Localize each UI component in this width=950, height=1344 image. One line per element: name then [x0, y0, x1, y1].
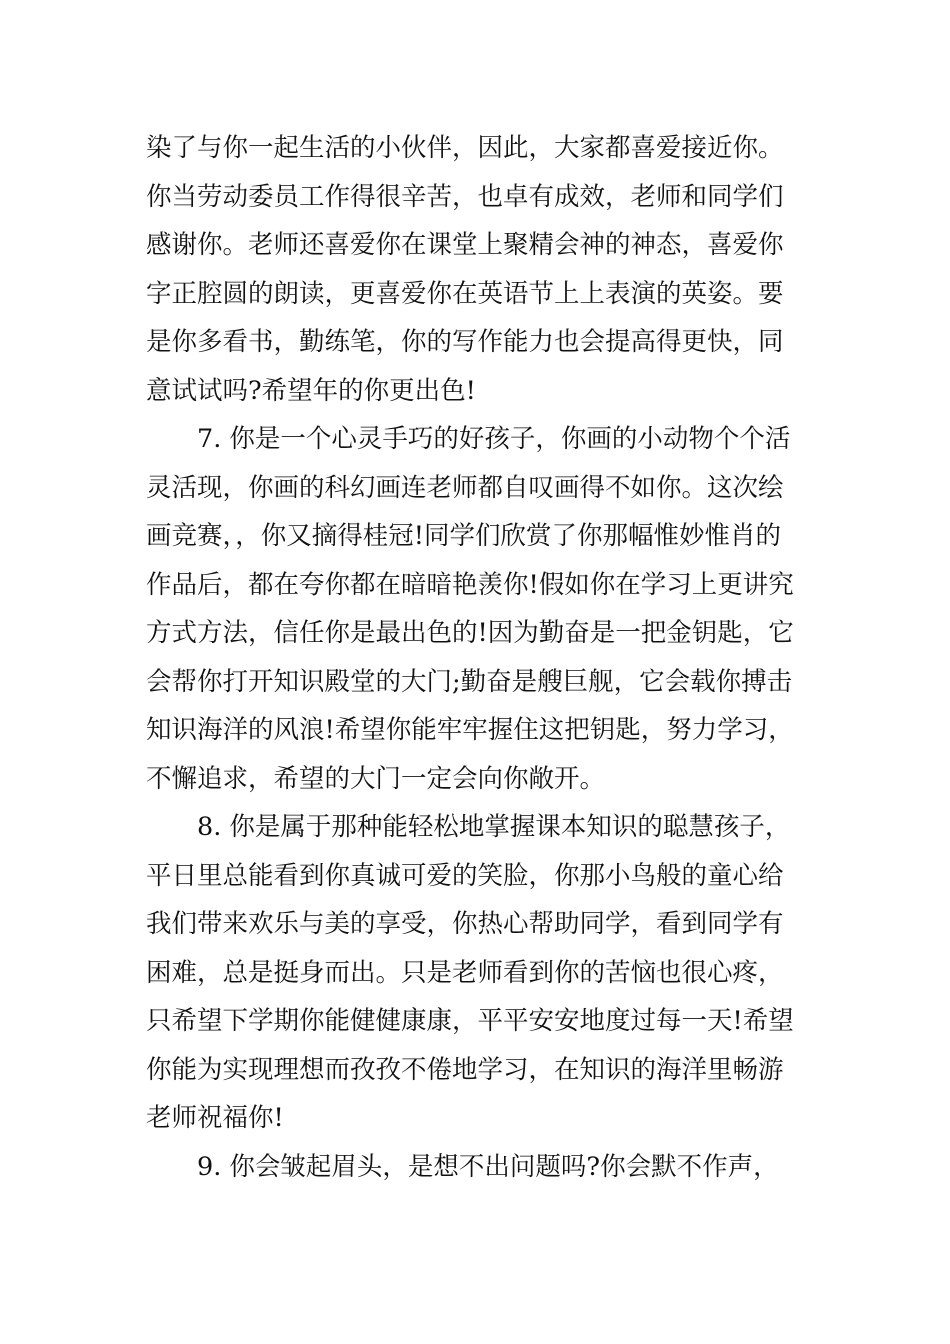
text-line: 你当劳动委员工作得很辛苦，也卓有成效，老师和同学们: [146, 181, 784, 212]
text-line: 会帮你打开知识殿堂的大门;勤奋是艘巨舰，它会载你搏击: [146, 666, 793, 697]
text-line: 我们带来欢乐与美的享受，你热心帮助同学，看到同学有: [146, 909, 784, 939]
paragraph-start-8: 8. 你是属于那种能轻松地掌握课本知识的聪慧孩子，: [197, 812, 791, 842]
text-line: 不懈追求，希望的大门一定会向你敞开。: [146, 763, 606, 794]
paragraph-start-9: 9. 你会皱起眉头，是想不出问题吗?你会默不作声，: [197, 1151, 779, 1182]
text-line: 感谢你。老师还喜爱你在课堂上聚精会神的神态，喜爱你: [146, 230, 784, 260]
text-line: 字正腔圆的朗读，更喜爱你在英语节上上表演的英姿。要: [146, 278, 784, 309]
text-line: 画竞赛，，你又摘得桂冠!同学们欣赏了你那幅惟妙惟肖的: [146, 521, 781, 551]
text-line: 平日里总能看到你真诚可爱的笑脸，你那小鸟般的童心给: [146, 860, 784, 891]
text-line: 方式方法，信任你是最出色的!因为勤奋是一把金钥匙，它: [146, 618, 794, 648]
text-line: 意试试吗?希望年的你更出色!: [146, 375, 476, 406]
text-line: 老师祝福你!: [146, 1103, 284, 1133]
text-line: 困难，总是挺身而出。只是老师看到你的苦恼也很心疼，: [146, 957, 784, 988]
paragraph-start-7: 7. 你是一个心灵手巧的好孩子，你画的小动物个个活: [197, 424, 791, 454]
text-line: 只希望下学期你能健健康康，平平安安地度过每一天!希望: [146, 1006, 794, 1036]
body-text: [146, 124, 806, 1191]
text-line: 灵活现，你画的科幻画连老师都自叹画得不如你。这次绘: [146, 472, 784, 503]
text-line: 染了与你一起生活的小伙伴，因此，大家都喜爱接近你。: [146, 133, 784, 163]
text-line: 是你多看书，勤练笔，你的写作能力也会提高得更快，同: [146, 327, 784, 357]
text-line: 你能为实现理想而孜孜不倦地学习，在知识的海洋里畅游: [146, 1054, 784, 1085]
text-line: 知识海洋的风浪!希望你能牢牢握住这把钥匙，努力学习，: [146, 715, 794, 745]
text-line: 作品后，都在夸你都在暗暗艳羡你!假如你在学习上更讲究: [146, 569, 794, 600]
